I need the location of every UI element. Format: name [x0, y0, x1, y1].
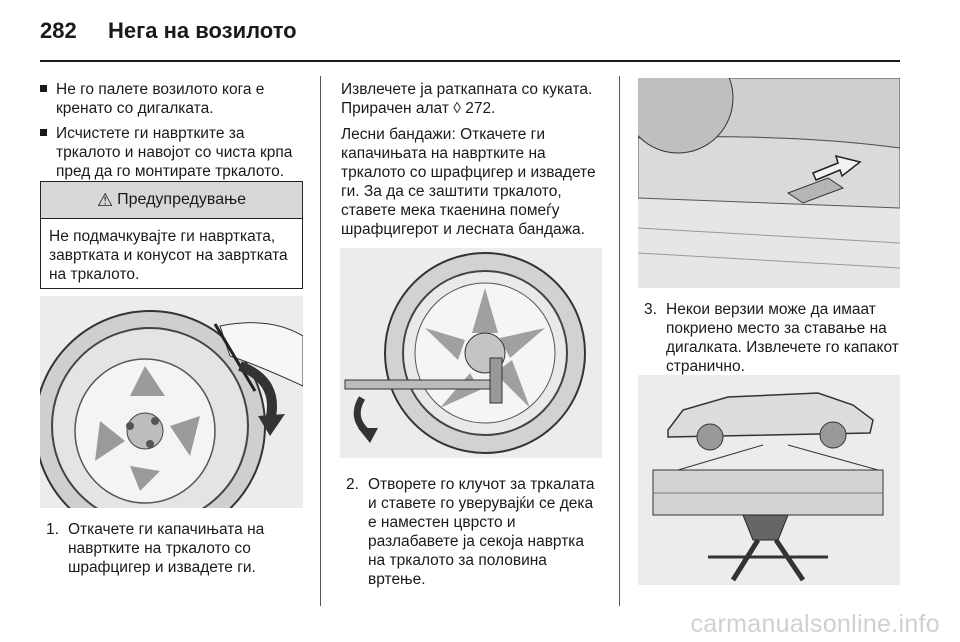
- header-rule: [40, 60, 900, 62]
- figure-car-jack: [638, 375, 900, 585]
- step-text: Некои верзии може да имаат покриено место за ставање на дигалката. Извлечете го капакот странично.: [666, 301, 899, 375]
- step-1: [46, 520, 308, 577]
- column-divider-1: [320, 76, 321, 606]
- step-3: [644, 300, 902, 376]
- step-number: 3.: [644, 301, 657, 318]
- warning-box: [40, 181, 303, 289]
- warning-text: Не подмачкувајте ги навртката, завртката и конусот на завртката на тркалото.: [49, 228, 288, 283]
- step-text: Откачете ги капачињата на навртките на тркалото со шрафцигер и извадете ги.: [68, 521, 265, 576]
- column-divider-2: [619, 76, 620, 606]
- bullet-marker: [40, 129, 47, 136]
- numbered-item: [346, 475, 604, 589]
- step-number: 2.: [346, 476, 359, 493]
- figure-wheel-wrench: [340, 248, 602, 458]
- figure-hubcap-removal: [40, 296, 303, 508]
- chapter-title: Нега на возилото: [108, 18, 297, 43]
- bullet-item: [40, 124, 308, 181]
- warning-icon: ⚠: [97, 189, 114, 210]
- car-jack-illustration: [638, 375, 900, 585]
- bullet-text: Не го палете возилото кога е кренато со дигалката.: [56, 81, 265, 117]
- warning-header: [41, 182, 302, 219]
- warning-title: Предупредување: [117, 191, 246, 208]
- bullet-item: [40, 80, 308, 118]
- page-number: 282: [40, 18, 77, 43]
- bullet-text: Исчистете ги навртките за тркалото и навојот со чиста крпа пред да го монтирате тркалото.: [56, 125, 293, 180]
- step-number: 1.: [46, 521, 59, 538]
- paragraph: Извлечете ја раткапната со куката. Прирачен алат ◊ 272.: [341, 81, 593, 117]
- step-text: Отворете го клучот за тркалата и ставете го уверувајќи се дека е наместен цврсто и разлабавете ја секоја навртка на тркалото за половина вртење.: [368, 476, 595, 588]
- wheel-wrench-illustration: [340, 248, 602, 458]
- step-2: [346, 475, 604, 589]
- numbered-item: [644, 300, 902, 376]
- column-2: [341, 80, 606, 246]
- watermark: carmanualsonline.info: [690, 610, 940, 638]
- jack-cover-illustration: [638, 78, 900, 288]
- column-1: [40, 80, 308, 187]
- bullet-marker: [40, 85, 47, 92]
- numbered-item: [46, 520, 308, 577]
- paragraph: Лесни бандажи: Откачете ги капачињата на навртките на тркалото со шрафцигер и извадете ги. За да се заштити тркалото, ставете мека ткаенина помеѓу шрафцигерот и лесната бандажа.: [341, 126, 596, 238]
- page-header: [40, 14, 920, 54]
- figure-jack-cover: [638, 78, 900, 288]
- hubcap-illustration: [40, 296, 303, 508]
